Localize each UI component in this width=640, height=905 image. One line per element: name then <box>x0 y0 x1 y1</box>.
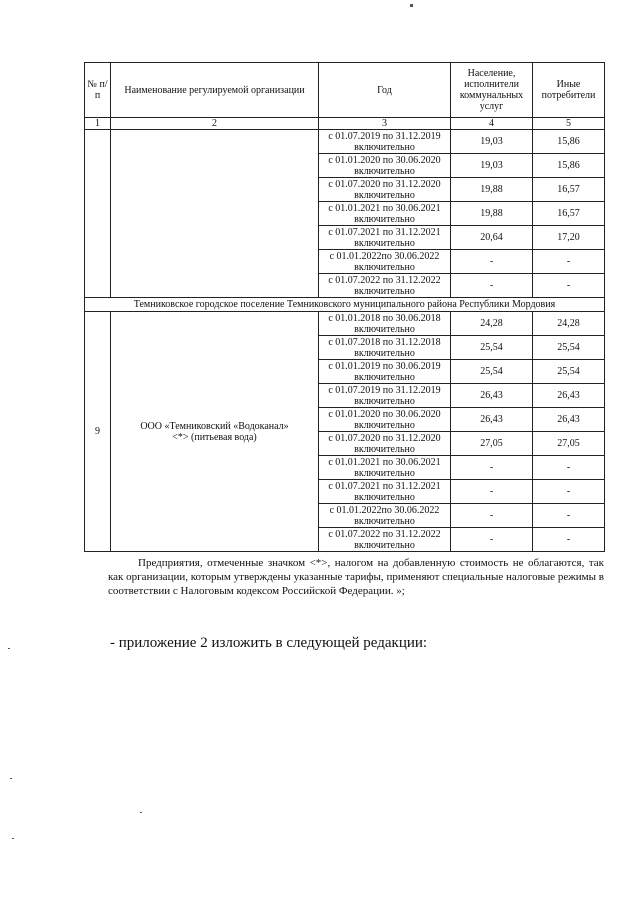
other-tariff-cell: 16,57 <box>533 178 605 202</box>
period-cell: с 01.07.2022 по 31.12.2022 включительно <box>319 528 451 552</box>
population-tariff-cell: 25,54 <box>451 336 533 360</box>
population-tariff-cell: - <box>451 480 533 504</box>
period-cell: с 01.01.2020 по 30.06.2020 включительно <box>319 154 451 178</box>
population-tariff-cell: - <box>451 504 533 528</box>
period-cell: с 01.07.2021 по 31.12.2021 включительно <box>319 480 451 504</box>
period-cell: с 01.01.2022по 30.06.2022 включительно <box>319 250 451 274</box>
population-tariff-cell: 19,88 <box>451 178 533 202</box>
scan-speck <box>10 778 12 779</box>
period-cell: с 01.07.2020 по 31.12.2020 включительно <box>319 432 451 456</box>
table-row <box>85 312 605 336</box>
row-num-cell: 9 <box>85 312 111 552</box>
population-tariff-cell: 27,05 <box>451 432 533 456</box>
other-tariff-cell: - <box>533 504 605 528</box>
header-other: Иные потребители <box>533 63 605 118</box>
period-cell: с 01.01.2021 по 30.06.2021 включительно <box>319 202 451 226</box>
population-tariff-cell: 26,43 <box>451 408 533 432</box>
org-cell <box>111 130 319 298</box>
period-cell: с 01.01.2018 по 30.06.2018 включительно <box>319 312 451 336</box>
scan-speck <box>410 4 413 7</box>
period-cell: с 01.07.2019 по 31.12.2019 включительно <box>319 384 451 408</box>
population-tariff-cell: 19,03 <box>451 130 533 154</box>
header-org: Наименование регулируемой организации <box>111 63 319 118</box>
section-title: Темниковское городское поселение Темниковского муниципального района Республики Мордовия <box>85 298 605 312</box>
tariff-table <box>84 62 605 552</box>
population-tariff-cell: - <box>451 250 533 274</box>
row-num-cell <box>85 130 111 298</box>
other-tariff-cell: 27,05 <box>533 432 605 456</box>
population-tariff-cell: - <box>451 528 533 552</box>
footnote: Предприятия, отмеченные значком <*>, налогом на добавленную стоимость не облагаются, так как организации, которым утверждены указанные тарифы, применяют специальные налоговые режимы в соответствии с Налоговым кодексом Российской Федерации. »; <box>108 557 604 597</box>
scan-speck <box>8 648 10 649</box>
section-row <box>85 298 605 312</box>
other-tariff-cell: 15,86 <box>533 154 605 178</box>
header-num: № п/п <box>85 63 111 118</box>
column-number: 5 <box>533 118 605 130</box>
period-cell: с 01.01.2021 по 30.06.2021 включительно <box>319 456 451 480</box>
other-tariff-cell: - <box>533 456 605 480</box>
population-tariff-cell: 24,28 <box>451 312 533 336</box>
other-tariff-cell: 16,57 <box>533 202 605 226</box>
period-cell: с 01.01.2020 по 30.06.2020 включительно <box>319 408 451 432</box>
population-tariff-cell: 25,54 <box>451 360 533 384</box>
column-number: 4 <box>451 118 533 130</box>
population-tariff-cell: 19,88 <box>451 202 533 226</box>
other-tariff-cell: 17,20 <box>533 226 605 250</box>
header-population: Население, исполнители коммунальных услуг <box>451 63 533 118</box>
population-tariff-cell: - <box>451 274 533 298</box>
column-number: 1 <box>85 118 111 130</box>
period-cell: с 01.01.2022по 30.06.2022 включительно <box>319 504 451 528</box>
block2-body <box>85 312 605 552</box>
other-tariff-cell: - <box>533 250 605 274</box>
scan-speck <box>12 838 14 839</box>
other-tariff-cell: - <box>533 480 605 504</box>
table-row <box>85 130 605 154</box>
period-cell: с 01.07.2021 по 31.12.2021 включительно <box>319 226 451 250</box>
other-tariff-cell: 25,54 <box>533 336 605 360</box>
other-tariff-cell: 26,43 <box>533 384 605 408</box>
other-tariff-cell: 25,54 <box>533 360 605 384</box>
header-year: Год <box>319 63 451 118</box>
column-number: 2 <box>111 118 319 130</box>
period-cell: с 01.07.2019 по 31.12.2019 включительно <box>319 130 451 154</box>
period-cell: с 01.07.2018 по 31.12.2018 включительно <box>319 336 451 360</box>
other-tariff-cell: 15,86 <box>533 130 605 154</box>
scan-speck <box>140 812 142 813</box>
other-tariff-cell: - <box>533 274 605 298</box>
population-tariff-cell: 20,64 <box>451 226 533 250</box>
period-cell: с 01.01.2019 по 30.06.2019 включительно <box>319 360 451 384</box>
population-tariff-cell: - <box>451 456 533 480</box>
column-number-row <box>85 118 605 130</box>
block1-body <box>85 130 605 298</box>
other-tariff-cell: 24,28 <box>533 312 605 336</box>
instruction-text: - приложение 2 изложить в следующей редакции: <box>110 635 428 651</box>
other-tariff-cell: 26,43 <box>533 408 605 432</box>
column-number: 3 <box>319 118 451 130</box>
other-tariff-cell: - <box>533 528 605 552</box>
population-tariff-cell: 26,43 <box>451 384 533 408</box>
org-cell: ООО «Темниковский «Водоканал» <*> (питьевая вода) <box>111 312 319 552</box>
population-tariff-cell: 19,03 <box>451 154 533 178</box>
table-header-row <box>85 63 605 118</box>
period-cell: с 01.07.2020 по 31.12.2020 включительно <box>319 178 451 202</box>
period-cell: с 01.07.2022 по 31.12.2022 включительно <box>319 274 451 298</box>
